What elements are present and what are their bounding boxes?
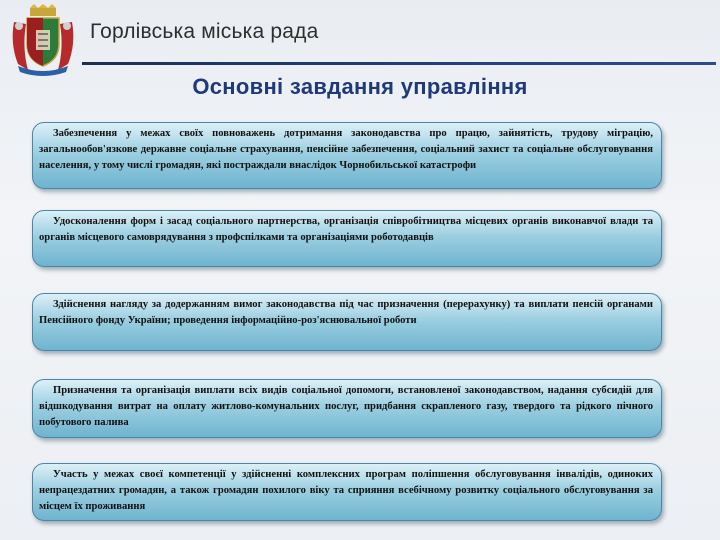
task-box: Призначення та організація виплати всіх видів соціальної допомоги, встановленої законодавством, надання субсидій для відшкодування витрат на оплату житлово-комунальних послуг, придбання скрапленого газу, твердого та рідкого пічного побутового палива — [32, 379, 662, 438]
page-title: Основні завдання управління — [192, 74, 528, 99]
city-coat-of-arms-icon — [8, 4, 78, 76]
header-divider — [82, 62, 716, 65]
org-title: Горлівська міська рада — [90, 20, 319, 43]
task-box: Участь у межах своєї компетенції у здійсненні комплексних програм поліпшення обслуговування інвалідів, одиноких непрацездатних громадян, а також громадян похилого віку та сприяння всебічному розвитку соціального обслуговування за місцем їх проживання — [32, 463, 662, 521]
task-box: Здійснення нагляду за додержанням вимог законодавства під час призначення (перерахунку) та виплати пенсій органами Пенсійного фонду України; проведення інформаційно-роз'яснювальної роботи — [32, 293, 662, 351]
task-box: Забезпечення у межах своїх повноважень дотримання законодавства про працю, зайнятість, трудову міграцію, загальнообов'язкове державне соціальне страхування, пенсійне забезпечення, соціальний захист та соціальне обслуговування населення, у тому числі громадян, які постраждали внаслідок Чорнобильської катастрофи — [32, 122, 662, 189]
task-box: Удосконалення форм і засад соціального партнерства, організація співробітництва місцевих органів виконавчої влади та органів місцевого самоврядування з профспілками та організаціями роботодавців — [32, 210, 662, 267]
